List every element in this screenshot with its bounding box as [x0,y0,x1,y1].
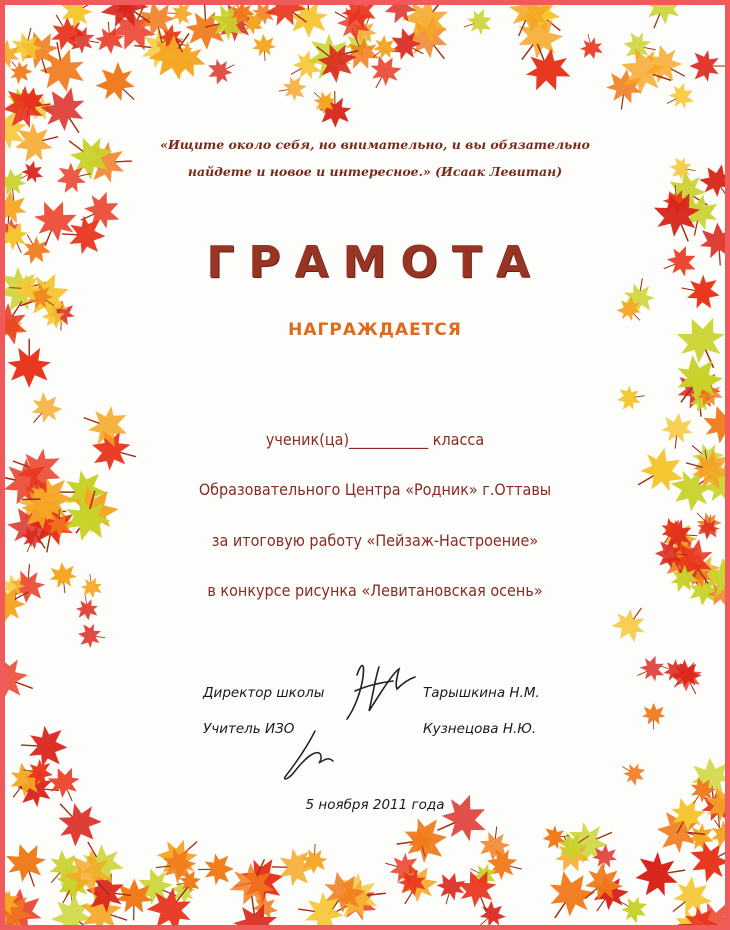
maple-leaf-icon [5,838,53,893]
certificate-title: ГРАМОТА [206,237,544,288]
levitan-quote [125,131,625,185]
quote-line-2: найдете и новое и интересное.» (Исаак Левитан) [187,164,563,179]
maple-leaf-icon [432,869,469,908]
maple-leaf-icon [678,271,723,312]
maple-leaf-icon [44,789,109,854]
awarded-heading: НАГРАЖДАЕТСЯ [288,320,462,340]
maple-leaf-icon [89,55,148,113]
maple-leaf-icon [616,757,649,789]
school-line: Образовательного Центра «Родник» г.Оттавы [198,480,552,499]
maple-leaf-icon [167,5,194,25]
maple-leaf-icon [698,221,725,266]
maple-leaf-icon [277,74,309,104]
director-name: Тарышкина Н.М. [423,685,540,701]
maple-leaf-icon [22,387,68,433]
maple-leaf-icon [662,347,725,417]
maple-leaf-icon [661,79,699,115]
teacher-label: Учитель ИЗО [203,721,295,737]
maple-leaf-icon [577,31,606,62]
maple-leaf-icon [642,703,666,730]
quote-line-1: «Ищите около себя, но внимательно, и вы обязательно [160,137,590,152]
maple-leaf-icon [203,53,240,88]
maple-leaf-icon [79,572,104,599]
maple-leaf-icon [606,598,655,648]
maple-leaf-icon [632,848,689,900]
maple-leaf-icon [251,33,277,62]
maple-leaf-icon [271,848,314,887]
teacher-name: Кузнецова Н.Ю. [423,721,537,737]
maple-leaf-icon [636,5,687,35]
maple-leaf-icon [5,651,40,710]
maple-leaf-icon [74,594,99,622]
director-label: Директор школы [203,685,325,701]
maple-leaf-icon [658,242,701,283]
work-line: за итоговую работу «Пейзаж-Настроение» [211,531,539,550]
maple-leaf-icon [20,724,69,768]
contest-line: в конкурсе рисунка «Левитановская осень» [207,581,543,600]
teacher-signature [275,725,345,785]
maple-leaf-icon [698,399,725,454]
maple-leaf-icon [632,652,669,687]
director-signature [335,655,425,725]
maple-leaf-icon [76,622,107,650]
maple-leaf-icon [536,862,603,925]
maple-leaf-icon [615,383,646,412]
maple-leaf-icon [198,853,234,885]
maple-leaf-icon [460,6,496,40]
maple-leaf-icon [48,561,79,595]
maple-leaf-icon [7,339,51,388]
student-line: ученик(ца)___________ класса [265,430,485,449]
maple-leaf-icon [659,411,694,450]
maple-leaf-icon [43,762,87,808]
maple-leaf-icon [689,50,725,82]
maple-leaf-icon [668,155,697,182]
issue-date: 5 ноября 2011 года [305,797,445,813]
maple-leaf-icon [223,850,284,914]
